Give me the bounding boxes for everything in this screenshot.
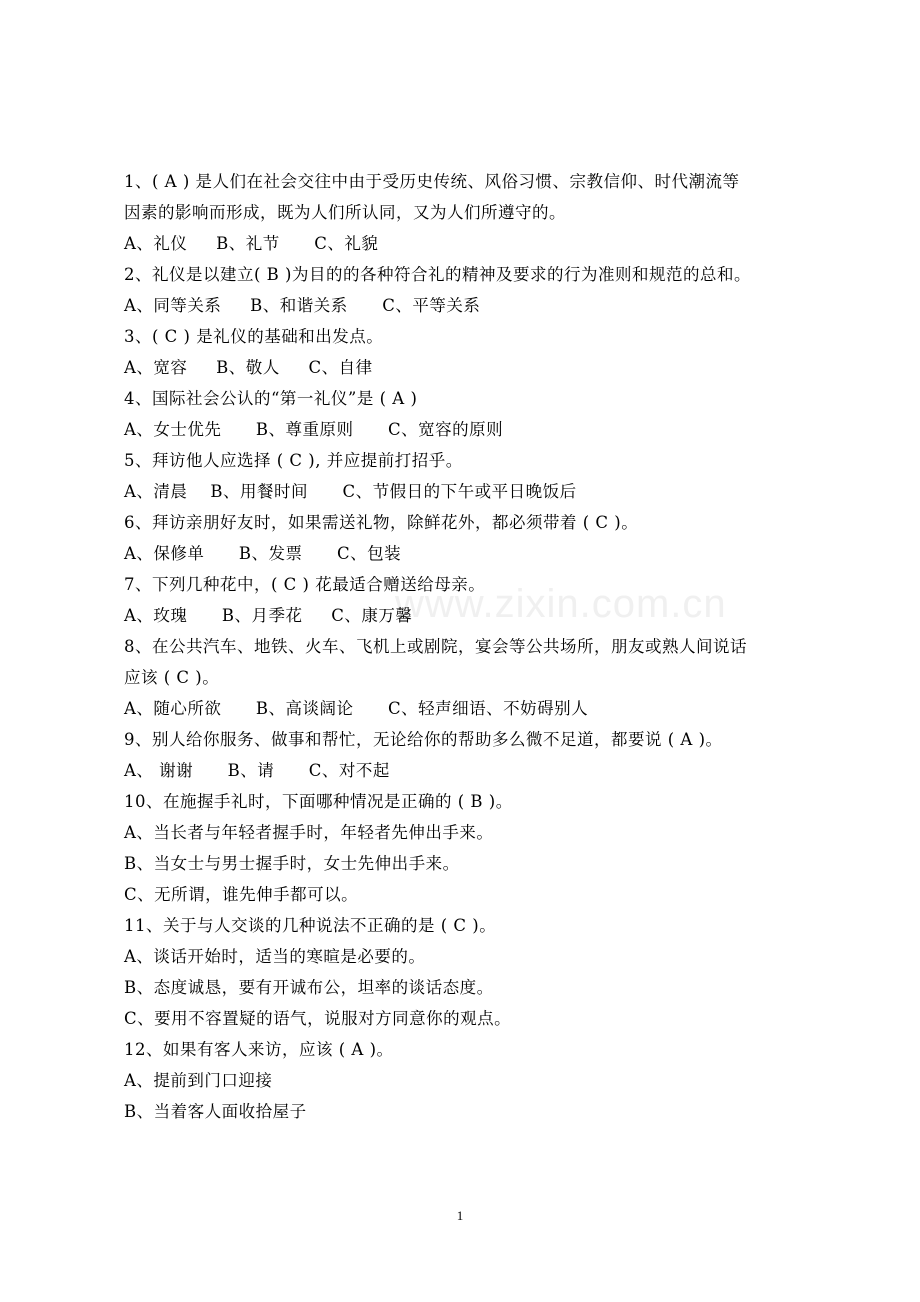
text-line: B、当女士与男士握手时，女士先伸出手来。 [124,854,460,873]
text-line: 6、拜访亲朋好友时，如果需送礼物，除鲜花外，都必须带着 ( C )。 [124,513,639,532]
text-line: 1、( A ) 是人们在社会交往中由于受历史传统、风俗习惯、宗教信仰、时代潮流等 [124,172,740,191]
text-line: 应该 ( C )。 [124,668,220,687]
text-line: 因素的影响而形成，既为人们所认同，又为人们所遵守的。 [124,203,566,222]
text-line: A、宽容 B、敬人 C、自律 [124,358,373,377]
text-line: A、提前到门口迎接 [124,1071,273,1090]
text-line: A、 谢谢 B、请 C、对不起 [124,761,390,780]
text-line: A、同等关系 B、和谐关系 C、平等关系 [124,296,481,315]
text-line: 5、拜访他人应选择 ( C ), 并应提前打招乎。 [124,451,463,470]
text-line: 7、下列几种花中，( C ) 花最适合赠送给母亲。 [124,575,486,594]
text-line: B、当着客人面收拾屋子 [124,1102,307,1121]
text-line: A、女士优先 B、尊重原则 C、宽容的原则 [124,420,504,439]
text-line: 2、礼仪是以建立( B )为目的的各种符合礼的精神及要求的行为准则和规范的总和。 [124,265,751,284]
text-line: 12、如果有客人来访，应该 ( A )。 [124,1040,394,1059]
text-line: A、清晨 B、用餐时间 C、节假日的下午或平日晚饭后 [124,482,577,501]
text-line: A、谈话开始时，适当的寒暄是必要的。 [124,947,426,966]
text-line: A、随心所欲 B、高谈阔论 C、轻声细语、不妨碍别人 [124,699,589,718]
text-line: C、要用不容置疑的语气，说服对方同意你的观点。 [124,1009,512,1028]
text-line: 9、别人给你服务、做事和帮忙，无论给你的帮助多么微不足道，都要说 ( A )。 [124,730,723,749]
text-line: B、态度诚恳，要有开诚布公，坦率的谈话态度。 [124,978,494,997]
text-line: A、当长者与年轻者握手时，年轻者先伸出手来。 [124,823,494,842]
text-line: 3、( C ) 是礼仪的基础和出发点。 [124,327,384,346]
watermark: www.zixin.com.cn [395,582,727,626]
text-line: 4、国际社会公认的“第一礼仪”是 ( A ) [124,389,418,408]
text-line: A、礼仪 B、礼节 C、礼貌 [124,234,379,253]
text-line: 10、在施握手礼时，下面哪种情况是正确的 ( B )。 [124,792,513,811]
text-line: A、玫瑰 B、月季花 C、康万馨 [124,606,413,625]
text-line: A、保修单 B、发票 C、包装 [124,544,402,563]
page-number: 1 [456,1208,464,1223]
text-line: 11、关于与人交谈的几种说法不正确的是 ( C )。 [124,916,497,935]
document-body [124,166,824,1127]
text-line: C、无所谓，谁先伸手都可以。 [124,885,359,904]
text-line: 8、在公共汽车、地铁、火车、飞机上或剧院，宴会等公共场所，朋友或熟人间说话 [124,637,747,656]
